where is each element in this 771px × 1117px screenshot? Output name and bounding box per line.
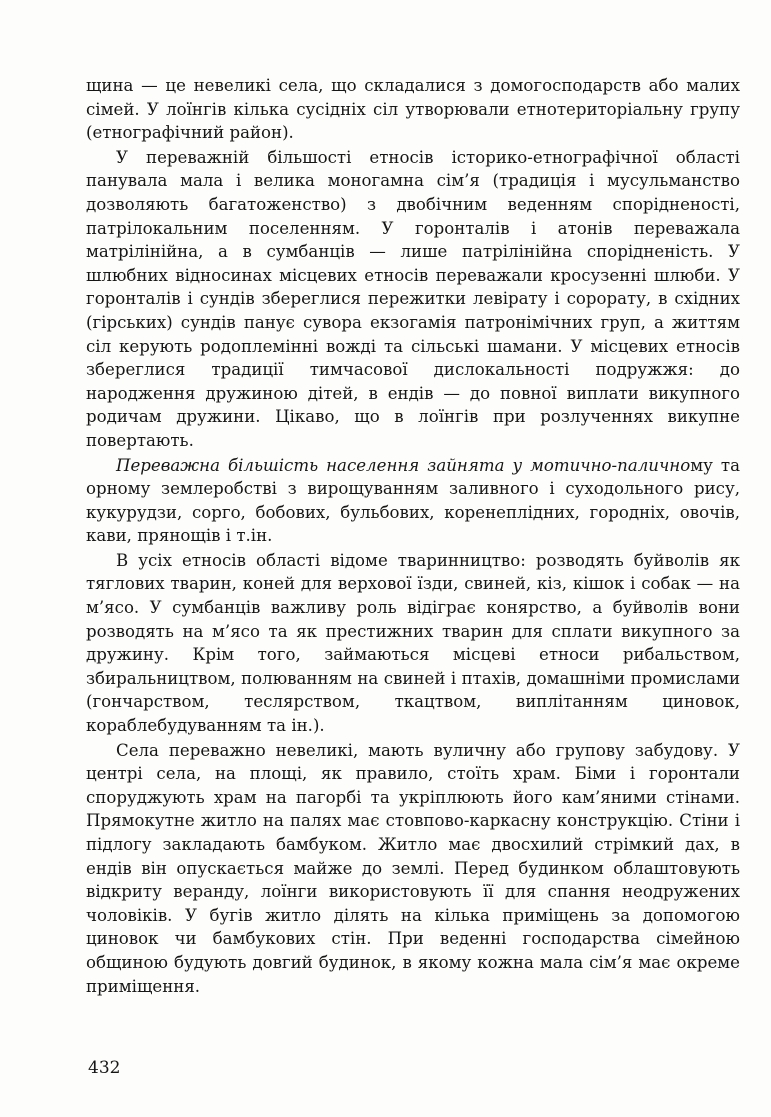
paragraph-5: Села переважно невеликі, мають вуличну або групову забудову. У центрі села, на площі, як правило, стоїть храм. Біми і горонтали споруджують храм на пагорбі та укріплюють його кам’яними стінами. Прямокутне житло на палях має стовпово-каркасну конструкцію. Стіни і підлогу закладають бамбуком. Житло має двосхилий стрімкий дах, в ендів він опускається майже до землі. Перед будинком облаштовують відкриту веранду, лоїнги використовують її для спання неодружених чоловіків. У бугів житло ділять на кілька приміщень за допомогою циновок чи бамбукових стін. При веденні господарства сімейною общиною будують довгий будинок, в якому кожна мала сім’я має окреме приміщення. (86, 740, 740, 996)
page-number: 432 (88, 1058, 121, 1078)
paragraph-3 (86, 454, 740, 548)
paragraph-2: У переважній більшості етносів історико-етнографічної області панувала мала і велика моногамна сім’я (традиція і мусульманство дозволяють багатоженство) з двобічним веденням спорідненості, патрілокальним поселенням. У горонталів і атонів переважала матрілінійна, а в сумбанців — лише патрілінійна спорідненість. У шлюбних відносинах місцевих етносів переважали кросузенні шлюби. У горонталів і сундів збереглися пережитки левірату і сорорату, в східних (гірських) сундів панує сувора екзогамія патронімічних груп, а життям сіл керують родоплемінні вожді та сільські шамани. У місцевих етносів збереглися традиції тимчасової дислокальності подружжя: до народження дружиною дітей, в ендів — до повної виплати викупного родичам дружини. Цікаво, що в лоїнгів при розлученнях викупне повертають. (86, 147, 740, 450)
italic-phrase: Переважна більшість населення зайнята у мотично-палично (116, 455, 691, 475)
paragraph-4: В усіх етносів області відоме тваринництво: розводять буйволів як тяглових тварин, коней для верхової їзди, свиней, кіз, кішок і собак — на м’ясо. У сумбанців важливу роль відіграє конярство, а буйволів вони розводять на м’ясо та як престижних тварин для сплати викупного за дружину. Крім того, займаються місцеві етноси рибальством, збиральництвом, полюванням на свиней і птахів, домашніми промислами (гончарством, теслярством, ткацтвом, виплітанням циновок, кораблебудуванням та ін.). (86, 550, 740, 736)
paragraph-1: щина — це невеликі села, що складалися з домогосподарств або малих сімей. У лоїнгів кілька сусідніх сіл утворювали етнотериторіальну групу (етнографічний район). (86, 76, 740, 143)
page-body (86, 74, 740, 998)
paragraph-3-text: му та орному землеробстві з вирощуванням заливного і суходольного рису, кукурудзи, сорго, бобових, бульбових, коренеплідних, городніх, овочів, кави, прянощів і т.ін. (86, 455, 740, 546)
